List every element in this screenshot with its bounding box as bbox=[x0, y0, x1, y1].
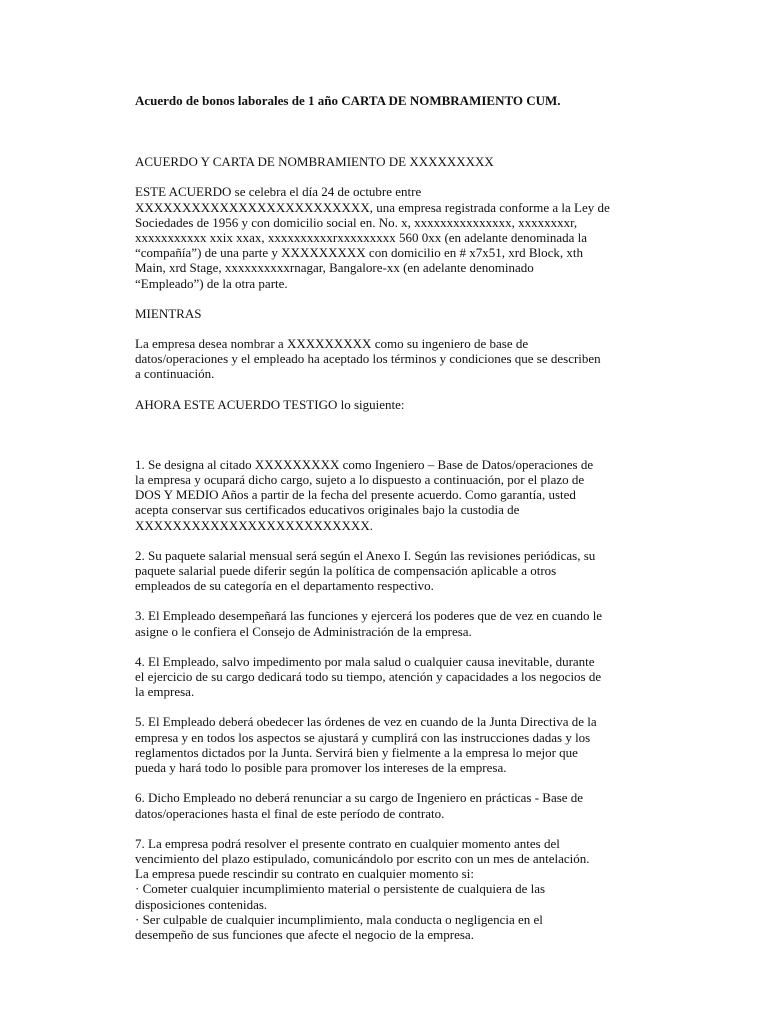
intro-paragraph: ESTE ACUERDO se celebra el día 24 de octubre entre XXXXXXXXXXXXXXXXXXXXXXXXX, una empresa registrada conforme a la Ley de Sociedades de 1956 y con domicilio social en. No. x, xxxxxxxxxxxxxxx, xxxxxxxxr, xxxxxxxxxxx xxix xxax, xxxxxxxxxxrxxxxxxxxx 560 0xx (en adelante denominada la “compañía”) de una parte y XXXXXXXXX con domicilio en # x7x51, xrd Block, xth Main, xrd Stage, xxxxxxxxxxrnagar, Bangalore-xx (en adelante denominado “Empleado”) de la otra parte. bbox=[135, 184, 610, 291]
agreement-heading: ACUERDO Y CARTA DE NOMBRAMIENTO DE XXXXXXXXX bbox=[135, 154, 494, 170]
clause-1: 1. Se designa al citado XXXXXXXXX como Ingeniero – Base de Datos/operaciones de la empresa y ocupará dicho cargo, sujeto a lo dispuesto a continuación, por el plazo de DOS Y MEDIO Años a partir de la fecha del presente acuerdo. Como garantía, usted acepta conservar sus certificados educativos originales bajo la custodia de XXXXXXXXXXXXXXXXXXXXXXXXX. bbox=[135, 456, 594, 533]
clause-7: 7. La empresa podrá resolver el presente contrato en cualquier momento antes del vencimiento del plazo estipulado, comunicándolo por escrito con un mes de antelación. La empresa puede rescindir su contrato en cualquier momento si: · Cometer cualquier incumplimiento material o persistente de cualquiera de las disposiciones contenidas. · Ser culpable de cualquier incumplimiento, mala conducta o negligencia en el desempeño de sus funciones que afecte el negocio de la empresa. bbox=[135, 835, 590, 942]
witness-line: AHORA ESTE ACUERDO TESTIGO lo siguiente: bbox=[135, 396, 405, 412]
clause-3: 3. El Empleado desempeñará las funciones y ejercerá los poderes que de vez en cuando le asigne o le confiera el Consejo de Administración de la empresa. bbox=[135, 608, 603, 639]
clause-2: 2. Su paquete salarial mensual será según el Anexo I. Según las revisiones periódicas, su paquete salarial puede diferir según la política de compensación aplicable a otros empleados de su categoría en el departamento respectivo. bbox=[135, 547, 596, 594]
clause-6: 6. Dicho Empleado no deberá renunciar a su cargo de Ingeniero en prácticas - Base de datos/operaciones hasta el final de este período de contrato. bbox=[135, 790, 584, 821]
whereas-paragraph: La empresa desea nombrar a XXXXXXXXX como su ingeniero de base de datos/operaciones y el empleado ha aceptado los términos y condiciones que se describen a continuación. bbox=[135, 336, 601, 382]
whereas-heading: MIENTRAS bbox=[135, 305, 202, 321]
clause-5: 5. El Empleado deberá obedecer las órdenes de vez en cuando de la Junta Directiva de la empresa y en todos los aspectos se ajustará y cumplirá con las instrucciones dadas y los reglamentos dictados por la Junta. Servirá bien y fielmente a la empresa lo mejor que pueda y hará todo lo posible para promover los intereses de la empresa. bbox=[135, 714, 597, 776]
document-title: Acuerdo de bonos laborales de 1 año CARTA DE NOMBRAMIENTO CUM. bbox=[135, 93, 561, 108]
document-body bbox=[135, 93, 683, 942]
clause-4: 4. El Empleado, salvo impedimento por mala salud o cualquier causa inevitable, durante el ejercicio de su cargo dedicará todo su tiempo, atención y capacidades a los negocios de la empresa. bbox=[135, 653, 602, 700]
